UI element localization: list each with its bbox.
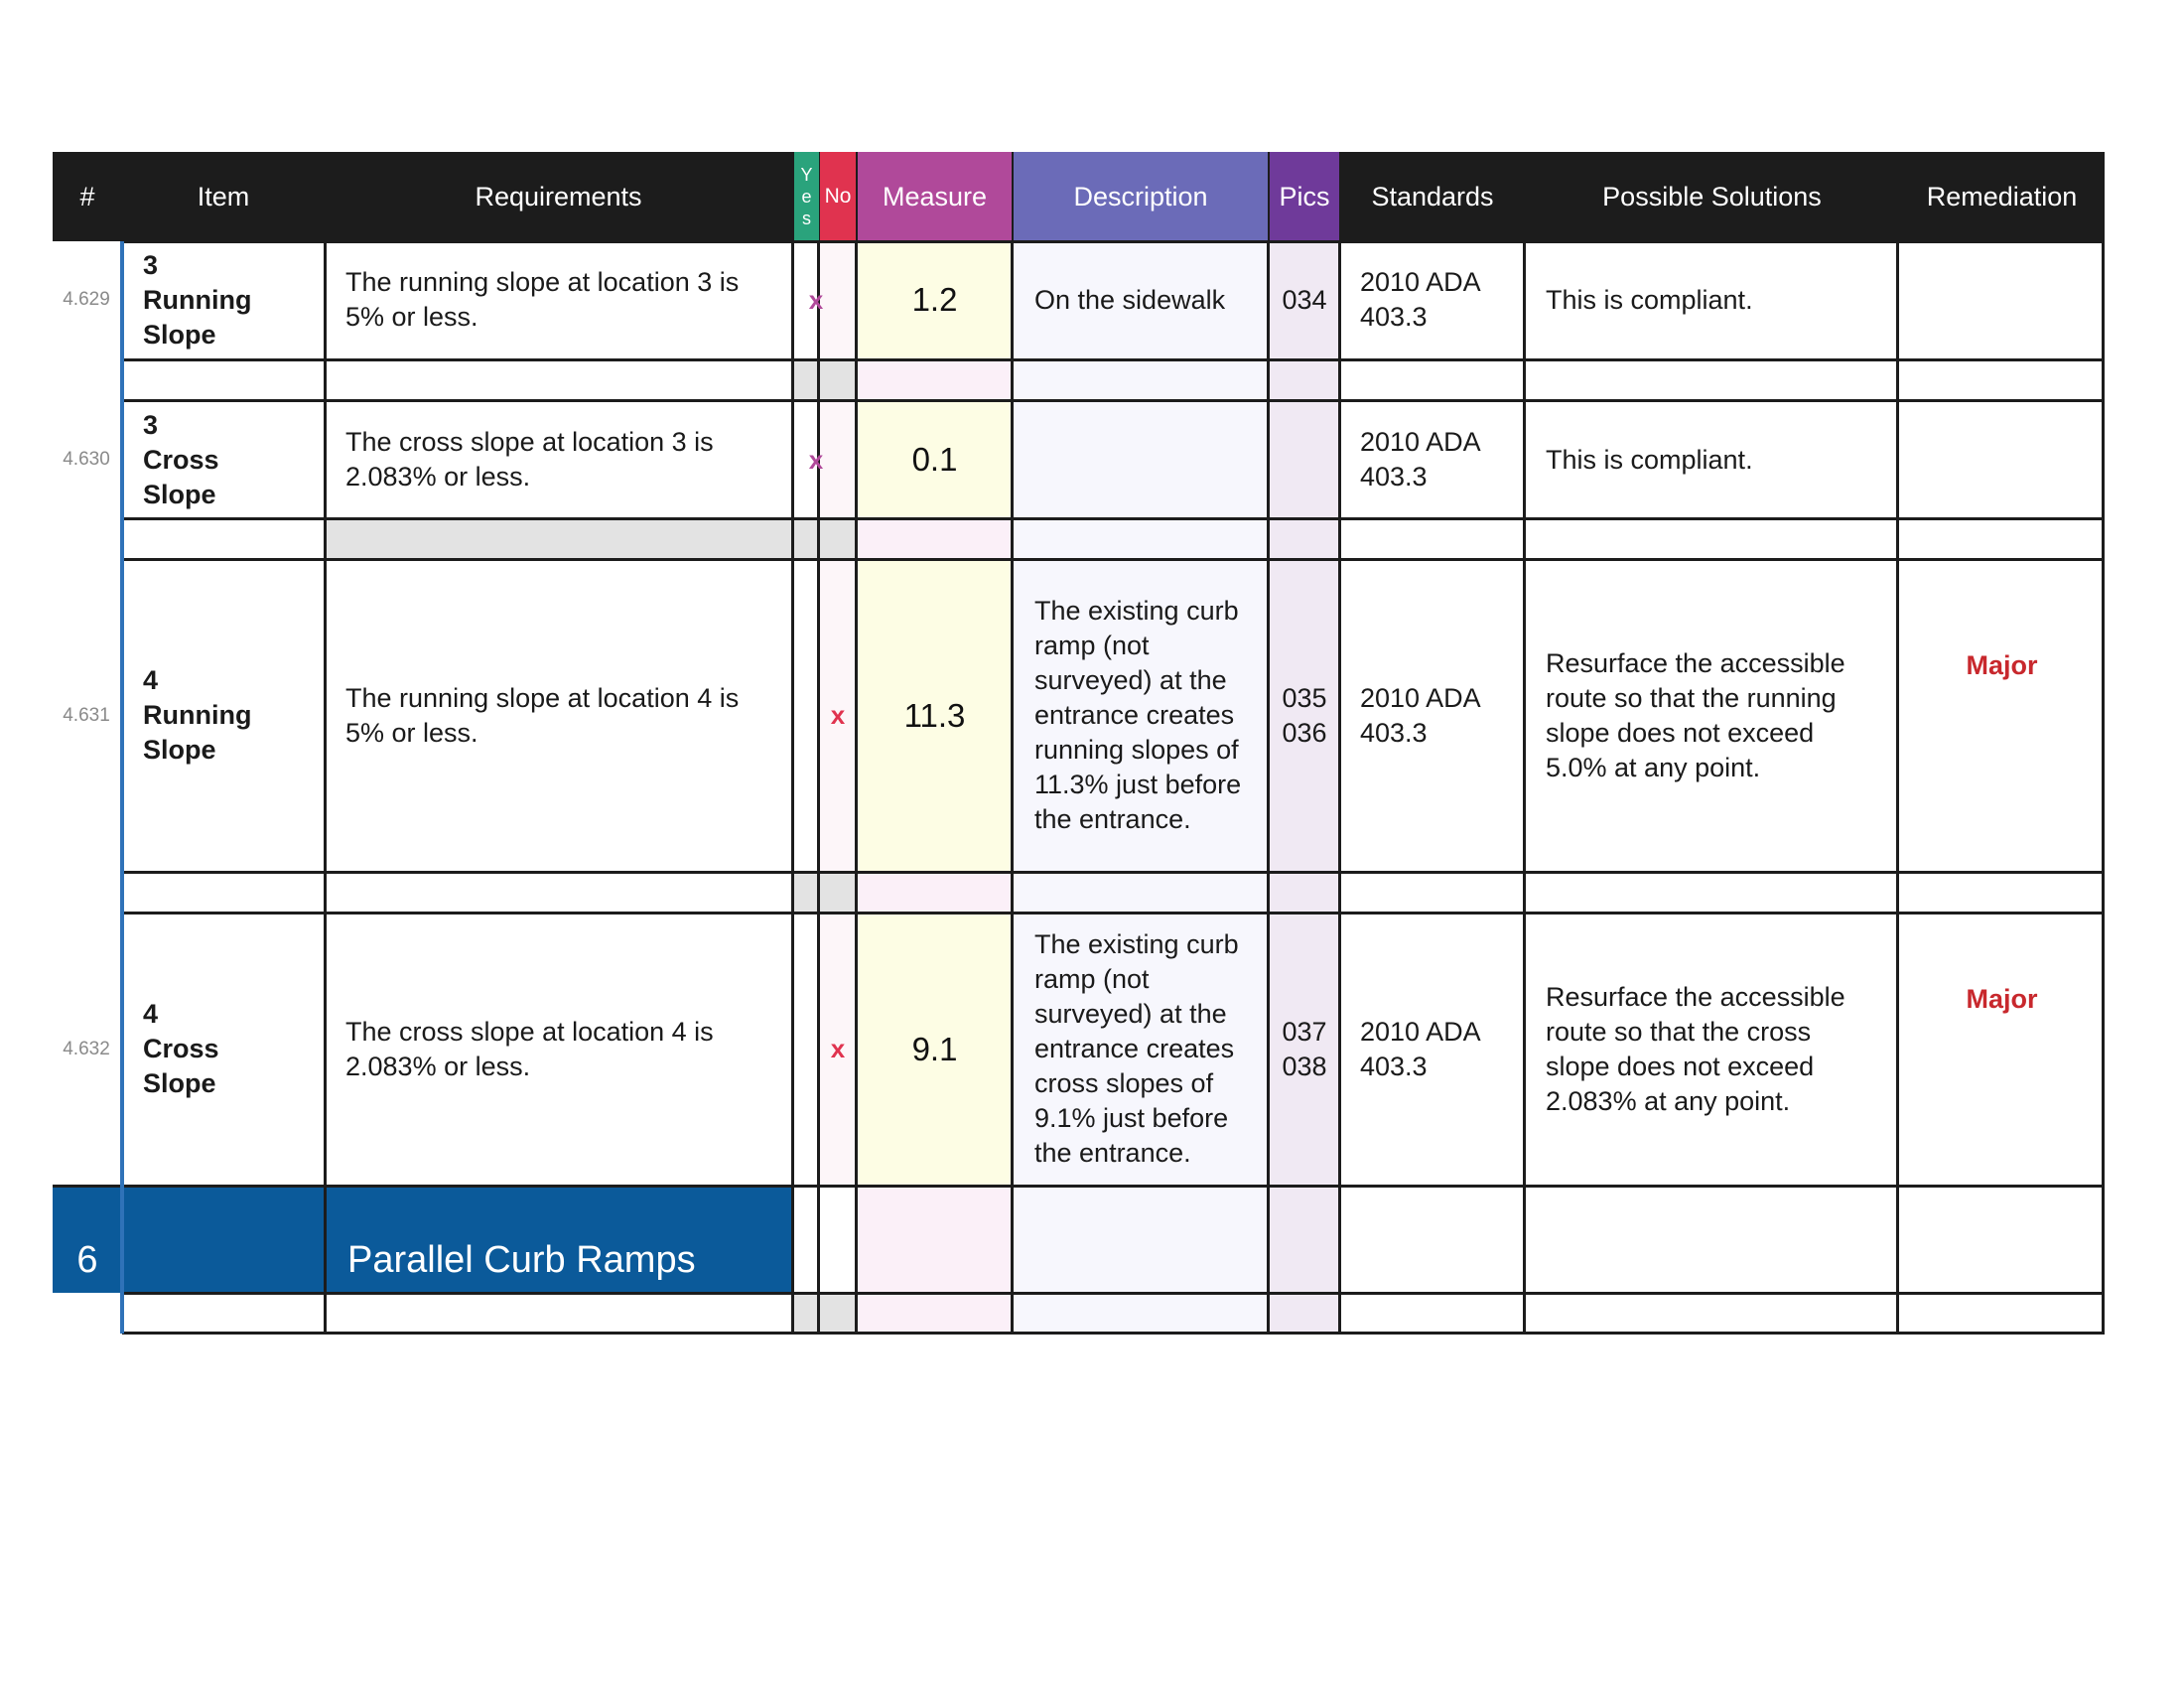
description-line: surveyed) at the [1034, 665, 1227, 695]
description-line: The existing curb [1034, 596, 1239, 626]
standards-line: 2010 ADA [1360, 682, 1481, 713]
no-mark: x [830, 1034, 846, 1063]
section-number: 6 [76, 1238, 98, 1281]
description-line: entrance creates [1034, 700, 1235, 730]
header-yes-letter: s [802, 209, 811, 228]
grid-line [122, 1292, 2105, 1295]
section-title: Parallel Curb Ramps [347, 1238, 696, 1281]
description-column-fill-low [1014, 1187, 1268, 1334]
spacer-fill [794, 873, 856, 913]
standards-text [1360, 560, 1519, 871]
solution-line: 5.0% at any point. [1546, 752, 1761, 782]
item-label [143, 560, 322, 871]
item-line: Slope [143, 479, 216, 509]
solution-text [1546, 241, 1893, 358]
solution-line: This is compliant. [1546, 444, 1753, 475]
row-number: 4.631 [63, 704, 110, 726]
description-line: 11.3% just before [1034, 770, 1242, 799]
pics-ref [1270, 914, 1339, 1185]
grid-line [324, 241, 327, 1334]
header-yes [794, 152, 819, 241]
requirement-line: 2.083% or less. [345, 462, 531, 492]
requirement-line: The running slope at location 4 is [345, 682, 740, 713]
measure-value: 11.3 [903, 696, 966, 734]
item-line: Slope [143, 1068, 216, 1098]
remediation-label: Major [1966, 649, 2038, 680]
row-number: 4.630 [63, 449, 110, 470]
requirement-line: The cross slope at location 4 is [345, 1016, 714, 1047]
item-line: 4 [143, 999, 159, 1029]
description-line: ramp (not [1034, 631, 1150, 660]
standards-text [1360, 401, 1519, 518]
item-label [143, 914, 322, 1185]
solution-line: slope does not exceed [1546, 1051, 1815, 1081]
requirement-line: 2.083% or less. [345, 1051, 531, 1081]
header-yes-letter: Y [800, 165, 813, 185]
spacer-fill [794, 1294, 856, 1334]
solution-text [1546, 401, 1893, 518]
item-line: Cross [143, 1034, 219, 1063]
no-mark: x [830, 700, 846, 730]
description-line: running slopes of [1034, 735, 1239, 765]
description-line: The existing curb [1034, 929, 1239, 959]
header-requirements: Requirements [475, 181, 642, 211]
spacer-fill [325, 519, 856, 559]
measure-value: 9.1 [911, 1030, 958, 1067]
description-line: ramp (not [1034, 964, 1150, 994]
standards-line: 403.3 [1360, 302, 1428, 332]
standards-line: 403.3 [1360, 462, 1428, 492]
pic-number: 037 [1282, 1016, 1327, 1047]
header-no: No [820, 152, 856, 241]
header-num: # [79, 181, 95, 211]
header-item: Item [197, 181, 250, 211]
item-line: 4 [143, 665, 159, 695]
yes-mark: x [808, 444, 824, 475]
standards-text [1360, 241, 1519, 358]
standards-line: 2010 ADA [1360, 427, 1481, 457]
requirement-line: 5% or less. [345, 717, 478, 748]
item-line: Slope [143, 735, 216, 765]
grid-line [1523, 241, 1526, 1334]
pic-number: 034 [1282, 284, 1327, 315]
spacer-fill [858, 519, 1012, 559]
requirement-text [345, 401, 787, 518]
measure-value: 1.2 [911, 281, 958, 318]
pic-number: 038 [1282, 1051, 1327, 1081]
item-label [143, 401, 322, 518]
yes-mark: x [808, 284, 824, 315]
header-solutions: Possible Solutions [1602, 181, 1822, 211]
remediation-label: Major [1966, 983, 2038, 1014]
item-line: Running [143, 700, 252, 730]
item-line: Running [143, 284, 252, 315]
standards-line: 2010 ADA [1360, 267, 1481, 297]
grid-line [122, 1332, 2105, 1335]
description-line: surveyed) at the [1034, 999, 1227, 1029]
solution-line: Resurface the accessible [1546, 647, 1845, 678]
standards-line: 2010 ADA [1360, 1016, 1481, 1047]
solution-line: slope does not exceed [1546, 717, 1815, 748]
solution-line: route so that the cross [1546, 1016, 1812, 1047]
description-line: entrance creates [1034, 1034, 1235, 1063]
grid-line [2102, 152, 2105, 1334]
header-remediation: Remediation [1926, 181, 2078, 211]
pic-number: 036 [1282, 717, 1327, 748]
requirement-line: 5% or less. [345, 302, 478, 332]
header-standards: Standards [1371, 181, 1494, 211]
header-measure: Measure [858, 152, 1012, 241]
grid-line [1896, 241, 1899, 1334]
pics-ref [1270, 241, 1339, 358]
description-text [1034, 241, 1265, 358]
spacer-fill [794, 360, 856, 400]
requirement-text [345, 241, 787, 358]
solution-line: 2.083% at any point. [1546, 1085, 1791, 1116]
description-line: On the sidewalk [1034, 284, 1226, 315]
spacer-fill [858, 873, 1012, 913]
item-label [143, 241, 322, 358]
item-line: Cross [143, 444, 219, 475]
solution-text [1546, 560, 1893, 871]
pics-ref [1270, 560, 1339, 871]
description-text [1034, 914, 1265, 1185]
pic-number: 035 [1282, 682, 1327, 713]
row-number: 4.629 [63, 289, 110, 310]
spacer-fill [858, 360, 1012, 400]
header-yes-letter: e [801, 187, 812, 207]
description-line: the entrance. [1034, 804, 1191, 834]
row-number: 4.632 [63, 1038, 110, 1059]
standards-line: 403.3 [1360, 717, 1428, 748]
description-line: cross slopes of [1034, 1068, 1214, 1098]
requirement-text [345, 914, 787, 1185]
description-line: 9.1% just before [1034, 1103, 1229, 1133]
grid-line [791, 241, 794, 1334]
grid-line [53, 1185, 2105, 1188]
header-pics: Pics [1270, 152, 1339, 241]
item-line: 3 [143, 249, 159, 280]
description-line: the entrance. [1034, 1138, 1191, 1168]
blue-margin-line [120, 241, 124, 1334]
item-line: Slope [143, 319, 216, 350]
solution-line: route so that the running [1546, 682, 1837, 713]
requirement-line: The cross slope at location 3 is [345, 427, 714, 457]
requirement-line: The running slope at location 3 is [345, 267, 740, 297]
grid-line [122, 871, 2105, 874]
item-line: 3 [143, 409, 159, 440]
measure-column-fill-low [858, 1187, 1012, 1334]
measure-value: 0.1 [911, 441, 958, 478]
header-description: Description [1014, 152, 1268, 241]
solution-line: This is compliant. [1546, 284, 1753, 315]
standards-line: 403.3 [1360, 1051, 1428, 1081]
standards-text [1360, 914, 1519, 1185]
grid-line [122, 358, 2105, 361]
solution-text [1546, 914, 1893, 1185]
description-text [1034, 560, 1265, 871]
solution-line: Resurface the accessible [1546, 981, 1845, 1012]
requirement-text [345, 560, 787, 871]
